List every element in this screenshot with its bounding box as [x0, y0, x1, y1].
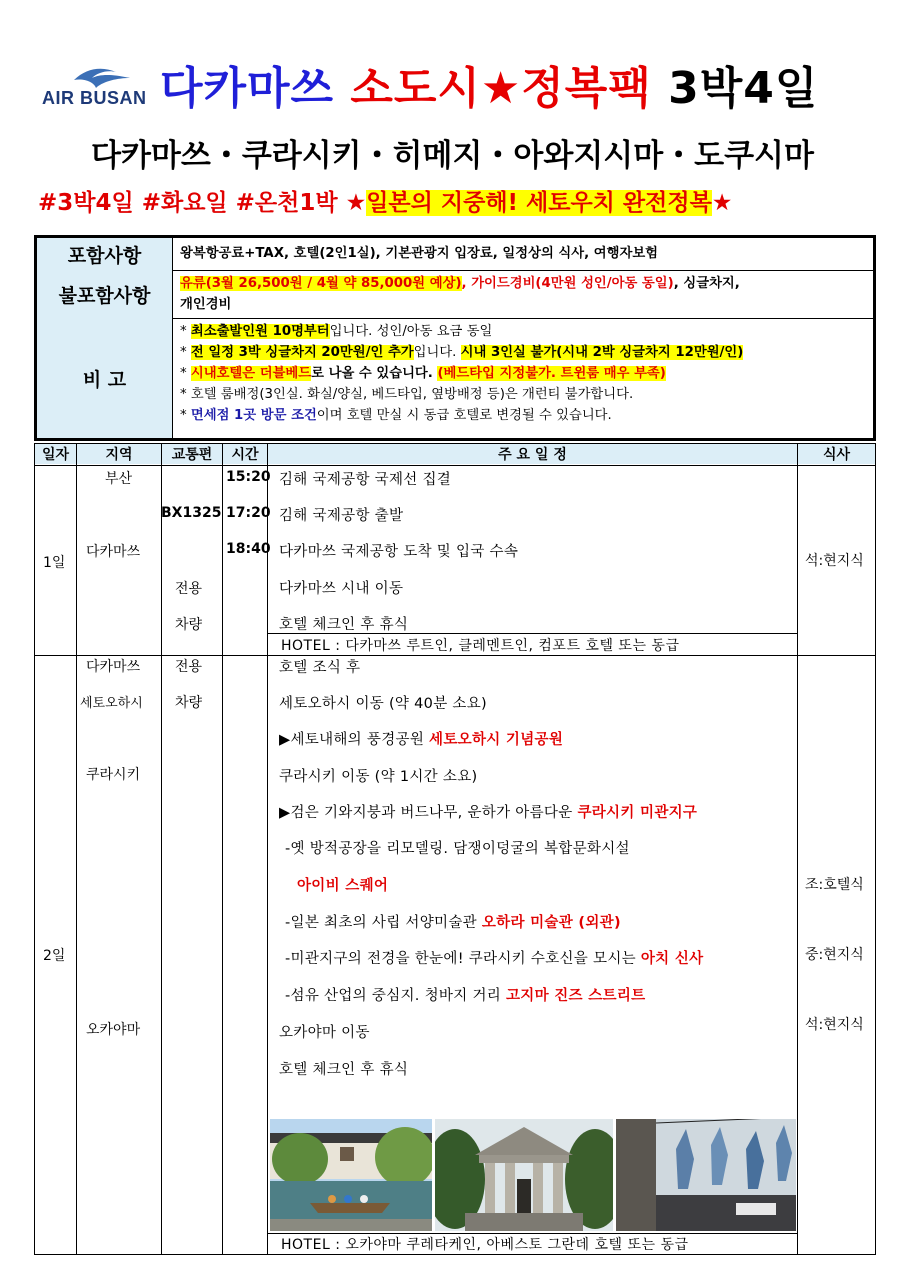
page-subtitle: 다카마쓰・쿠라시키・히메지・아와지시마・도쿠시마 [91, 138, 814, 174]
notes-label: 비 고 [37, 318, 173, 438]
day1-flight: BX1325 [161, 505, 222, 521]
header-schedule: 주 요 일 정 [268, 444, 797, 464]
day1-item-5: 호텔 체크인 후 휴식 [279, 617, 409, 633]
page-title [160, 52, 818, 116]
day1-item-3: 다카마쓰 국제공항 도착 및 입국 수속 [279, 544, 519, 560]
day2-item-7: 아이비 스퀘어 [297, 878, 389, 894]
day2-item-6: -옛 방적공장을 리모델링. 담쟁이덩굴의 복합문화시설 [285, 841, 630, 857]
bird-logo-icon [72, 66, 132, 88]
day2-item-1: 호텔 조식 후 [279, 660, 361, 676]
day2-meal-lunch: 중:현지식 [805, 947, 864, 963]
excluded-label: 불포함사항 [37, 270, 173, 318]
notes-text [180, 321, 867, 426]
day2-item-8: -일본 최초의 사립 서양미술관 오하라 미술관 (외관) [285, 915, 621, 931]
header-time: 시간 [223, 444, 267, 464]
day1-time-2: 17:20 [226, 505, 271, 521]
excluded-row [37, 270, 873, 319]
day2-region-setoohashi: 세토오하시 [80, 696, 143, 711]
day2-meal-dinner: 석:현지식 [805, 1017, 864, 1033]
schedule-table [34, 443, 876, 1255]
info-box [34, 235, 876, 441]
excluded-rest: , 싱글차지, [673, 276, 740, 291]
excluded-fuel: 유류(3월 26,500원 / 4월 약 85,000원 예상) [180, 276, 462, 291]
note-3: * 시내호텔은 더블베드로 나올 수 있습니다. (베드타입 지정불가. 트윈룸 매우 부족) [180, 366, 666, 381]
day1-meals: 석:현지식 [805, 553, 864, 569]
day1-item-4: 다카마쓰 시내 이동 [279, 581, 404, 597]
day1-transport-2: 차량 [175, 617, 203, 633]
day1-hotel: HOTEL : 다카마쓰 루트인, 클레멘트인, 컴포트 호텔 또는 동급 [281, 638, 680, 654]
header-transport: 교통편 [162, 444, 222, 464]
tags-text: #3박4일 #화요일 #온천1박 ★ [38, 190, 367, 216]
day1-label: 1일 [43, 555, 66, 571]
day1-region-busan: 부산 [105, 471, 133, 487]
day2-item-12: 호텔 체크인 후 휴식 [279, 1062, 409, 1078]
day2-transport-1: 전용 [175, 659, 203, 675]
title-duration: 3박4일 [668, 63, 819, 114]
day2-label: 2일 [43, 948, 66, 964]
title-package: 소도시★정복팩 [350, 63, 669, 114]
day2-item-2: 세토오하시 이동 (약 40분 소요) [279, 696, 487, 712]
day1-item-1: 김해 국제공항 국제선 집결 [279, 472, 452, 488]
logo-text: AIR BUSAN [42, 88, 147, 108]
day2-item-4: 쿠라시키 이동 (약 1시간 소요) [279, 769, 478, 785]
title-destination: 다카마쓰 [160, 63, 351, 114]
photo-jeans-street [616, 1119, 796, 1231]
day1-region-takamatsu: 다카마쓰 [86, 544, 141, 560]
note-4: * 호텔 룸배정(3인실. 화실/양실, 베드타입, 옆방배정 등)은 개런티 불가합니다. [180, 387, 634, 402]
day2-transport-2: 차량 [175, 695, 203, 711]
day2-item-10: -섬유 산업의 중심지. 청바지 거리 고지마 진즈 스트리트 [285, 988, 646, 1004]
note-2: * 전 일정 3박 싱글차지 20만원/인 추가입니다. 시내 3인실 불가(시내 2박 싱글차지 12만원/인) [180, 345, 744, 360]
airbusan-logo [42, 66, 148, 112]
day2-meal-breakfast: 조:호텔식 [805, 877, 864, 893]
tags-end: ★ [711, 190, 733, 216]
day2-region-kurashiki: 쿠라시키 [86, 767, 141, 783]
included-text: 왕복항공료+TAX, 호텔(2인1실), 기본관광지 입장료, 일정상의 식사, 여행자보험 [180, 246, 659, 261]
day2-region-takamatsu: 다카마쓰 [86, 659, 141, 675]
excluded-guide: , 가이드경비(4만원 성인/아동 동일) [461, 276, 674, 291]
included-row [37, 238, 873, 271]
note-1: * 최소출발인원 10명부터입니다. 성인/아동 요금 동일 [180, 324, 493, 339]
tags-highlight: 일본의 지중해! 세토우치 완전정복 [366, 190, 712, 216]
header-meals: 식사 [798, 444, 875, 464]
included-label: 포함사항 [37, 238, 173, 270]
day1-item-2: 김해 국제공항 출발 [279, 508, 404, 524]
day1-time-3: 18:40 [226, 541, 271, 557]
tags-line [38, 184, 732, 217]
header-region: 지역 [77, 444, 161, 464]
excluded-text [180, 273, 867, 315]
photo-kurashiki-canal [270, 1119, 432, 1231]
day1-transport-1: 전용 [175, 581, 203, 597]
notes-row [37, 318, 873, 438]
day2-item-3: ▶세토내해의 풍경공원 세토오하시 기념공원 [279, 732, 564, 748]
photo-ohara-museum [435, 1119, 613, 1231]
day2-region-okayama: 오카야마 [86, 1022, 141, 1038]
day2-item-9: -미관지구의 전경을 한눈에! 쿠라시키 수호신을 모시는 아치 신사 [285, 951, 704, 967]
note-5: * 면세점 1곳 방문 조건이며 호텔 만실 시 동급 호텔로 변경될 수 있습니다. [180, 408, 612, 423]
day2-item-11: 오카야마 이동 [279, 1025, 370, 1041]
excluded-line2: 개인경비 [180, 297, 232, 312]
day2-item-5: ▶검은 기와지붕과 버드나무, 운하가 아름다운 쿠라시키 미관지구 [279, 805, 698, 821]
day2-hotel: HOTEL : 오카야마 쿠레타케인, 아베스토 그란데 호텔 또는 동급 [281, 1237, 689, 1253]
header-day: 일자 [35, 444, 76, 464]
day1-time-1: 15:20 [226, 469, 271, 485]
